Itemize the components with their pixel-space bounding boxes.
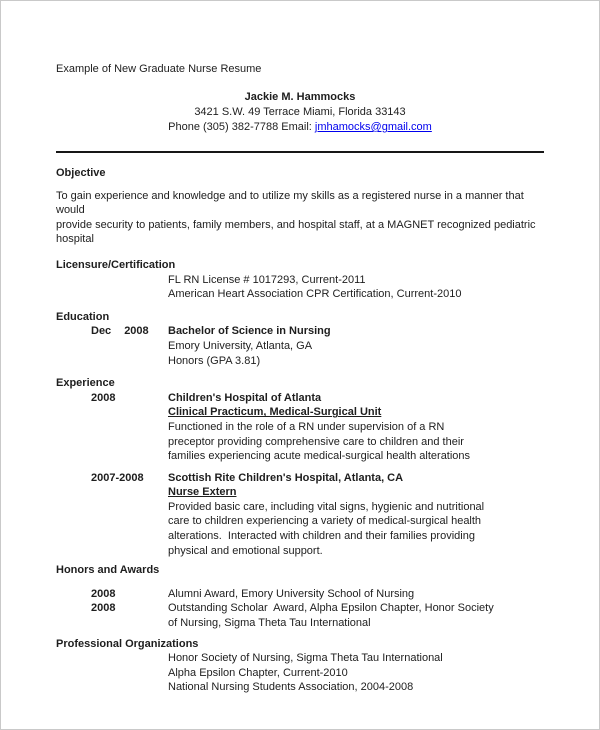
document-label: Example of New Graduate Nurse Resume (56, 63, 262, 75)
experience-description-line: care to children experiencing a variety of medical-surgical health (168, 515, 482, 528)
experience-description-line: alterations. Interacted with children and their families providing (168, 530, 475, 543)
experience-entry (56, 471, 544, 559)
experience-entry (56, 391, 544, 464)
education-details (168, 324, 544, 368)
honors-heading: Honors and Awards (56, 564, 160, 577)
licensure-heading: Licensure/Certification (56, 258, 176, 271)
section-objective (56, 166, 544, 247)
experience-employer: Children's Hospital of Atlanta (168, 391, 322, 404)
education-entry (56, 324, 544, 368)
objective-heading: Objective (56, 167, 106, 179)
resume-document (1, 1, 599, 695)
experience-role: Nurse Extern (168, 486, 237, 499)
objective-line: provide security to patients, family members, and hospital staff, at a MAGNET recognized pediatric (56, 218, 536, 231)
address-line: 3421 S.W. 49 Terrace Miami, Florida 33143 (194, 106, 406, 118)
education-degree: Bachelor of Science in Nursing (168, 325, 331, 338)
honors-text: Alumni Award, Emory University School of Nursing (168, 587, 415, 600)
education-date-month: Dec (91, 325, 112, 338)
organization-item: Honor Society of Nursing, Sigma Theta Tau International (168, 652, 443, 665)
experience-date: 2007-2008 (91, 471, 144, 484)
objective-line: To gain experience and knowledge and to utilize my skills as a registered nurse in a manner that would (56, 189, 524, 217)
section-organizations (56, 637, 544, 695)
education-honors: Honors (GPA 3.81) (168, 354, 261, 367)
honors-text-line: of Nursing, Sigma Theta Tau International (168, 617, 371, 630)
section-honors (56, 563, 544, 630)
education-school: Emory University, Atlanta, GA (168, 339, 313, 352)
contact-header (56, 90, 544, 135)
phone-email-prefix: Phone (305) 382-7788 Email: (168, 121, 315, 133)
experience-role: Clinical Practicum, Medical-Surgical Unit (168, 406, 382, 419)
experience-description-line: Provided basic care, including vital signs, hygienic and nutritional (168, 500, 485, 513)
experience-employer: Scottish Rite Children's Hospital, Atlanta, CA (168, 471, 404, 484)
experience-heading: Experience (56, 377, 115, 390)
experience-description-line: Functioned in the role of a RN under supervision of a RN (168, 420, 445, 433)
experience-description-line: physical and emotional support. (168, 544, 323, 557)
person-name: Jackie M. Hammocks (244, 91, 356, 103)
objective-line: hospital (56, 233, 94, 246)
organization-item: National Nursing Students Association, 2004-2008 (168, 681, 414, 694)
honors-date: 2008 (91, 602, 116, 615)
honors-entry (56, 601, 544, 630)
education-date (56, 324, 168, 368)
section-education (56, 310, 544, 368)
licensure-item: American Heart Association CPR Certification, Current-2010 (168, 288, 462, 301)
experience-date: 2008 (91, 391, 116, 404)
experience-details (168, 471, 544, 559)
honors-entry (56, 587, 544, 602)
honors-text-line: Outstanding Scholar Award, Alpha Epsilon Chapter, Honor Society (168, 602, 494, 615)
section-licensure (56, 258, 544, 302)
honors-text (168, 601, 544, 630)
experience-description-line: families experiencing acute medical-surgical health alterations (168, 450, 471, 463)
education-heading: Education (56, 310, 110, 323)
organization-item: Alpha Epsilon Chapter, Current-2010 (168, 666, 348, 679)
honors-rows (56, 587, 544, 631)
experience-description-line: preceptor providing comprehensive care to children and their (168, 435, 464, 448)
organizations-heading: Professional Organizations (56, 637, 199, 650)
email-link[interactable]: jmhamocks@gmail.com (314, 121, 432, 133)
section-experience (56, 376, 544, 558)
experience-details (168, 391, 544, 464)
phone-email-line (56, 120, 544, 135)
objective-body (56, 189, 544, 247)
education-date-year: 2008 (124, 325, 149, 338)
licensure-item: FL RN License # 1017293, Current-2011 (168, 273, 366, 286)
honors-date: 2008 (91, 587, 116, 600)
header-divider-rule (56, 151, 544, 153)
